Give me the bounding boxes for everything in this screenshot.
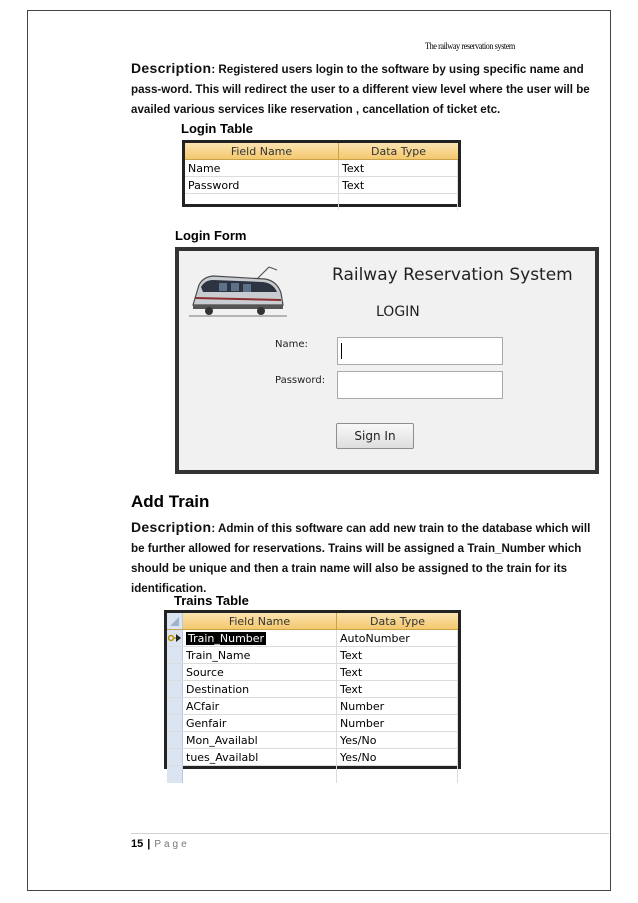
password-label: Password: (275, 375, 326, 386)
data-type-cell[interactable]: Text (337, 681, 458, 697)
trains-table-caption: Trains Table (174, 593, 249, 608)
description-lead: Description (131, 60, 212, 76)
footer-separator: | (147, 838, 151, 850)
trains-table (164, 610, 461, 769)
data-type-cell[interactable]: Text (339, 177, 458, 193)
row-selector[interactable] (167, 749, 183, 765)
add-train-description (131, 517, 601, 599)
header-field-name: Field Name (183, 613, 337, 629)
table-row[interactable] (167, 681, 458, 698)
table-row[interactable] (185, 177, 458, 194)
row-selector[interactable] (167, 647, 183, 663)
data-type-cell[interactable]: Text (337, 647, 458, 663)
row-selector-header[interactable] (167, 613, 183, 629)
sign-in-button[interactable]: Sign In (336, 423, 414, 449)
table-row[interactable] (167, 630, 458, 647)
table-row[interactable] (167, 749, 458, 766)
running-header: The railway reservation system (425, 41, 515, 51)
field-name-cell[interactable]: Genfair (183, 715, 337, 731)
header-data-type: Data Type (369, 614, 426, 628)
field-name-cell-empty[interactable] (183, 766, 337, 783)
trains-table-header (167, 613, 458, 630)
primary-key-icon (168, 633, 181, 643)
row-selector[interactable] (167, 681, 183, 697)
name-label: Name: (275, 339, 308, 350)
section-title-add-train: Add Train (131, 492, 210, 511)
selected-field-text: Train_Number (188, 631, 265, 645)
table-row[interactable] (167, 715, 458, 732)
field-name-cell[interactable]: Mon_Availabl (183, 732, 337, 748)
select-all-icon (170, 617, 179, 626)
page-number: 15 (131, 838, 144, 850)
app-title: Railway Reservation System (332, 265, 573, 285)
login-table-caption: Login Table (181, 121, 253, 136)
field-name-cell[interactable]: Destination (183, 681, 337, 697)
data-type-cell[interactable]: Yes/No (337, 732, 458, 748)
data-type-cell[interactable]: Text (337, 664, 458, 680)
field-name-cell[interactable]: Password (185, 177, 339, 193)
row-selector[interactable] (167, 766, 183, 783)
row-selector[interactable] (167, 630, 183, 646)
login-form-caption: Login Form (175, 228, 247, 243)
page-footer (131, 838, 190, 850)
row-selector[interactable] (167, 732, 183, 748)
table-row[interactable] (167, 647, 458, 664)
field-name-cell[interactable]: Train_Name (183, 647, 337, 663)
data-type-cell[interactable]: Number (337, 698, 458, 714)
header-field-name: Field Name (185, 143, 339, 159)
field-name-cell-empty[interactable] (185, 194, 339, 210)
field-name-cell[interactable] (183, 630, 337, 646)
data-type-cell[interactable]: AutoNumber (337, 630, 458, 646)
login-heading: LOGIN (376, 304, 420, 320)
data-type-cell[interactable]: Yes/No (337, 749, 458, 765)
field-name-cell[interactable]: ACfair (183, 698, 337, 714)
table-row[interactable] (167, 664, 458, 681)
data-type-cell[interactable]: Text (339, 160, 458, 176)
description-body: : Admin of this software can add new train to the database which will be further allowed for reservations. Trains will be assigned a Train_Number which should be unique and then a train name will also be assigned to the train for its identification. (131, 522, 591, 595)
login-table (182, 140, 461, 207)
train-image (189, 265, 287, 319)
table-row[interactable] (185, 160, 458, 177)
row-selector[interactable] (167, 664, 183, 680)
field-name-cell[interactable]: Name (185, 160, 339, 176)
table-row[interactable] (167, 732, 458, 749)
field-name-cell[interactable]: Source (183, 664, 337, 680)
login-description (131, 58, 601, 120)
login-table-header (185, 143, 458, 160)
page-word: Page (154, 839, 190, 850)
login-form-screenshot (175, 247, 599, 474)
description-lead: Description (131, 519, 212, 535)
table-row-empty[interactable] (185, 194, 458, 210)
row-selector[interactable] (167, 715, 183, 731)
field-name-cell[interactable]: tues_Availabl (183, 749, 337, 765)
footer-divider (131, 833, 609, 834)
data-type-cell-empty[interactable] (337, 766, 458, 783)
password-input[interactable] (337, 371, 503, 399)
table-row-empty[interactable] (167, 766, 458, 783)
row-selector[interactable] (167, 698, 183, 714)
name-input[interactable] (337, 337, 503, 365)
data-type-cell[interactable]: Number (337, 715, 458, 731)
text-caret (341, 343, 342, 359)
table-row[interactable] (167, 698, 458, 715)
data-type-cell-empty[interactable] (339, 194, 458, 210)
description-body: : Registered users login to the software by using specific name and pass-word. This will redirect the user to a different view level where the user will be availed various services like reservation , cancellation of ticket etc. (131, 63, 590, 116)
header-data-type: Data Type (370, 144, 427, 158)
